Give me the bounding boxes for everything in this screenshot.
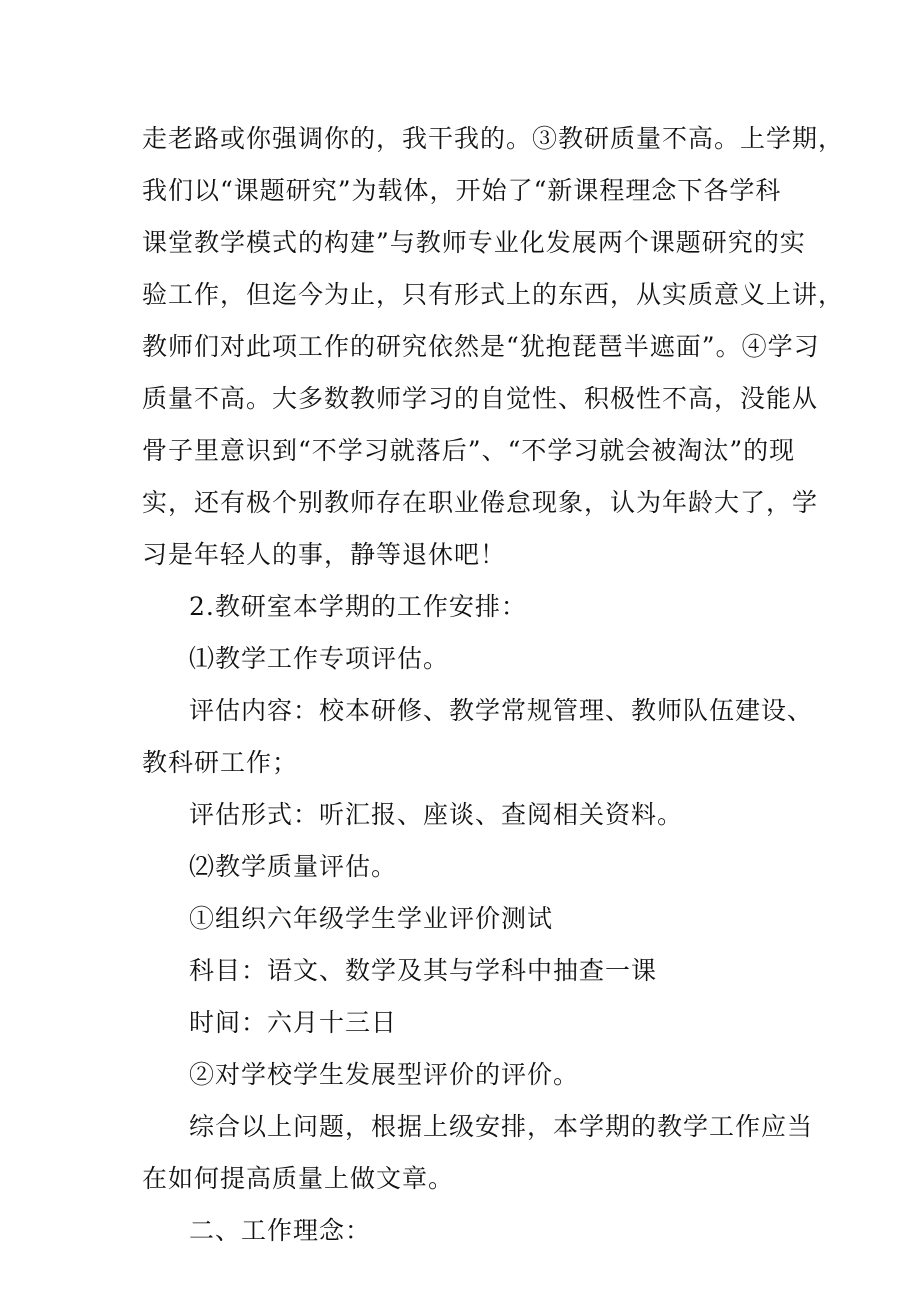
body-text-line: 验工作，但迄今为止，只有形式上的东西，从实质意义上讲， xyxy=(142,280,845,309)
body-text-line: 课堂教学模式的构建”与教师专业化发展两个课题研究的实 xyxy=(142,228,806,257)
body-text-line: 评估内容：校本研修、教学常规管理、教师队伍建设、 xyxy=(189,696,814,725)
body-text-line: 实，还有极个别教师存在职业倦怠现象，认为年龄大了，学 xyxy=(142,488,819,517)
body-text-line: 习是年轻人的事，静等退休吧！ xyxy=(142,540,507,569)
body-text-line: 在如何提高质量上做文章。 xyxy=(142,1164,455,1193)
subsection-heading: ⑴教学工作专项评估。 xyxy=(189,644,450,673)
body-text-line: 教科研工作； xyxy=(142,748,299,777)
body-text-line: 评估形式：听汇报、座谈、查阅相关资料。 xyxy=(189,800,684,829)
section-heading: 2.教研室本学期的工作安排： xyxy=(189,592,527,621)
body-text-line: 时间：六月十三日 xyxy=(189,1008,398,1037)
body-text-line: 教师们对此项工作的研究依然是“犹抱琵琶半遮面”。④学习 xyxy=(142,332,820,361)
body-text-line: 综合以上问题，根据上级安排，本学期的教学工作应当 xyxy=(189,1112,814,1141)
body-text-line: 科目：语文、数学及其与学科中抽查一课 xyxy=(189,956,658,985)
body-text-line: 走老路或你强调你的，我干我的。③教研质量不高。上学期， xyxy=(142,124,845,153)
body-text-line: 质量不高。大多数教师学习的自觉性、积极性不高，没能从 xyxy=(142,384,819,413)
section-heading: 二、工作理念： xyxy=(189,1216,372,1245)
list-item: ②对学校学生发展型评价的评价。 xyxy=(189,1060,580,1089)
body-text-line: 我们以“课题研究”为载体，开始了“新课程理念下各学科 xyxy=(142,176,782,205)
subsection-heading: ⑵教学质量评估。 xyxy=(189,852,398,881)
list-item: ①组织六年级学生学业评价测试 xyxy=(189,904,554,933)
body-text-line: 骨子里意识到“不学习就落后”、“不学习就会被淘汰”的现 xyxy=(142,436,796,465)
